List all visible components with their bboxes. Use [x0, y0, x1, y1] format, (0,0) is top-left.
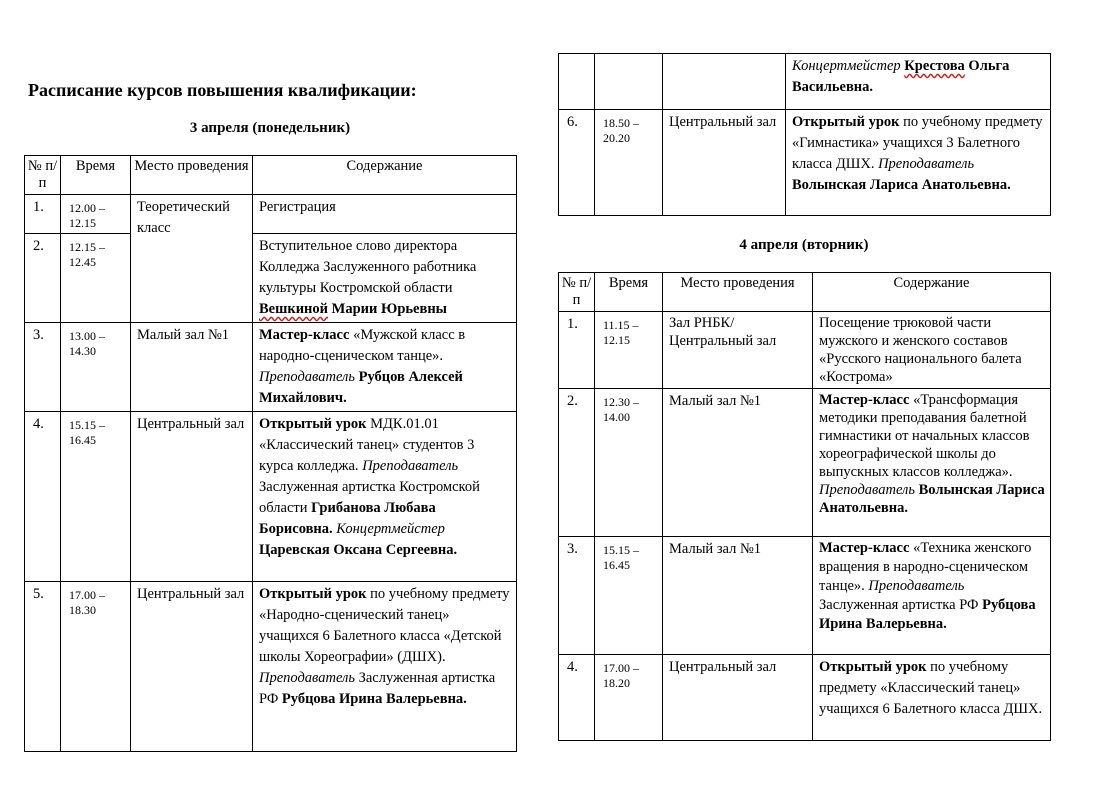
row-place: Малый зал №1	[663, 389, 813, 537]
row-place: Центральный зал	[131, 582, 253, 752]
row-time: 12.30 – 14.00	[595, 389, 663, 537]
schedule-table-day1	[24, 155, 517, 752]
row-num: 3.	[25, 323, 61, 412]
content-text: Ольга Васильевна.	[792, 58, 1010, 95]
row-content	[253, 195, 517, 234]
table-row	[559, 110, 1051, 216]
row-time: 17.00 – 18.30	[61, 582, 131, 752]
table-row	[25, 234, 517, 323]
content-text: по учебному предмету «Гимнастика» учащихся 3 Балетного класса ДШХ.	[792, 114, 1043, 172]
table-row	[25, 195, 517, 234]
page-title: Расписание курсов повышения квалификации:	[28, 80, 417, 100]
schedule-table-continuation	[558, 53, 1051, 216]
row-content	[813, 389, 1051, 537]
row-content	[786, 54, 1051, 110]
table-row	[559, 312, 1051, 389]
header-num: № п/п	[25, 156, 61, 195]
content-text: Открытый урок	[259, 586, 367, 602]
content-text: Волынская Лариса Анатольевна.	[792, 177, 1011, 193]
row-num: 6.	[559, 110, 595, 216]
row-place: Теоретический класс	[131, 195, 253, 323]
row-num: 2.	[559, 389, 595, 537]
content-text: Заслуженная артистка РФ	[259, 670, 496, 707]
content-text: Грибанова Любава Борисовна.	[259, 500, 436, 537]
content-text: Посещение трюковой части мужского и женского составов «Русского национального балета «Кострома»	[819, 315, 1022, 385]
row-num: 1.	[25, 195, 61, 234]
content-text: Рубцова Ирина Валерьевна.	[281, 691, 467, 707]
row-content	[813, 655, 1051, 741]
header-time: Время	[595, 273, 663, 312]
content-text: «Трансформация методики преподавания балетной гимнастики от начальных классов хореографической школы до выпускных классов колледжа».	[819, 392, 1030, 480]
row-place: Малый зал №1	[663, 537, 813, 655]
content-text: Преподаватель	[259, 369, 355, 385]
row-content	[253, 582, 517, 752]
content-text: Мастер-класс	[819, 540, 910, 556]
table-row	[559, 655, 1051, 741]
content-text: Волынская Лариса Анатольевна.	[819, 482, 1045, 516]
row-time: 18.50 – 20.20	[595, 110, 663, 216]
content-text: Регистрация	[259, 199, 336, 215]
schedule-table-day2	[558, 272, 1051, 741]
row-time: 12.00 – 12.15	[61, 195, 131, 234]
row-num: 1.	[559, 312, 595, 389]
content-text: Рубцова Ирина Валерьевна.	[819, 597, 1036, 632]
row-time: 17.00 – 18.20	[595, 655, 663, 741]
table-row	[559, 537, 1051, 655]
row-num: 4.	[25, 412, 61, 582]
row-time: 15.15 – 16.45	[61, 412, 131, 582]
row-place: Малый зал №1	[131, 323, 253, 412]
table-row	[559, 389, 1051, 537]
row-place: Центральный зал	[131, 412, 253, 582]
content-text: Марии Юрьевны	[328, 301, 447, 317]
row-num: 5.	[25, 582, 61, 752]
content-text: Вешкиной	[259, 301, 329, 317]
header-place: Место проведения	[131, 156, 253, 195]
row-content	[253, 323, 517, 412]
content-text: по учебному предмету «Классический танец» учащихся 6 Балетного класса ДШХ.	[819, 659, 1043, 717]
day1-heading: 3 апреля (понедельник)	[189, 120, 351, 136]
table-row	[25, 412, 517, 582]
header-place: Место проведения	[663, 273, 813, 312]
content-text: Открытый урок	[819, 659, 927, 675]
row-place: Центральный зал	[663, 655, 813, 741]
content-text: Открытый урок	[259, 416, 367, 432]
content-text: Царевская Оксана Сергеевна.	[259, 542, 458, 558]
header-num: № п/п	[559, 273, 595, 312]
content-text: Крестова	[904, 58, 965, 74]
row-place	[663, 54, 786, 110]
content-text: Преподаватель	[362, 458, 459, 474]
content-text: «Мужской класс в народно-сценическом танце».	[259, 327, 466, 364]
table-row	[25, 582, 517, 752]
header-content: Содержание	[253, 156, 517, 195]
content-text: Концертмейстер	[336, 521, 445, 537]
row-num: 3.	[559, 537, 595, 655]
row-time	[595, 54, 663, 110]
content-text: Концертмейстер	[792, 58, 901, 74]
row-num: 4.	[559, 655, 595, 741]
content-text: Преподаватель	[259, 670, 355, 686]
content-text: Мастер-класс	[819, 392, 910, 408]
table-row	[25, 323, 517, 412]
content-text: Преподаватель	[819, 482, 915, 498]
content-text: МДК.01.01 «Классический танец» студентов 3 курса колледжа.	[259, 416, 475, 474]
content-text: Преподаватель	[878, 156, 975, 172]
content-text: «Техника женского вращения в народно-сценическом танце».	[819, 540, 1032, 594]
content-text: Преподаватель	[868, 578, 965, 594]
row-content	[253, 412, 517, 582]
header-content: Содержание	[813, 273, 1051, 312]
row-content	[813, 312, 1051, 389]
day2-heading: 4 апреля (вторник)	[739, 237, 869, 253]
content-text: Открытый урок	[792, 114, 900, 130]
row-place: Зал РНБК/Центральный зал	[663, 312, 813, 389]
content-text: Заслуженная артистка РФ	[819, 597, 983, 613]
content-text: по учебному предмету «Народно-сценический танец» учащихся 6 Балетного класса «Детской школы Хореографии» (ДШХ).	[259, 586, 510, 665]
content-text: Вступительное слово директора Колледжа Заслуженного работника культуры Костромской области	[259, 238, 477, 296]
row-num	[559, 54, 595, 110]
content-text: Мастер-класс	[259, 327, 350, 343]
table-row	[559, 54, 1051, 110]
row-time: 13.00 – 14.30	[61, 323, 131, 412]
row-time: 12.15 – 12.45	[61, 234, 131, 323]
row-time: 15.15 – 16.45	[595, 537, 663, 655]
row-num: 2.	[25, 234, 61, 323]
row-place: Центральный зал	[663, 110, 786, 216]
row-content	[786, 110, 1051, 216]
row-time: 11.15 – 12.15	[595, 312, 663, 389]
header-time: Время	[61, 156, 131, 195]
row-content	[253, 234, 517, 323]
row-content	[813, 537, 1051, 655]
content-text: Рубцов Алексей Михайлович.	[259, 369, 463, 406]
content-text: Заслуженная артистка Костромской области	[259, 479, 480, 516]
